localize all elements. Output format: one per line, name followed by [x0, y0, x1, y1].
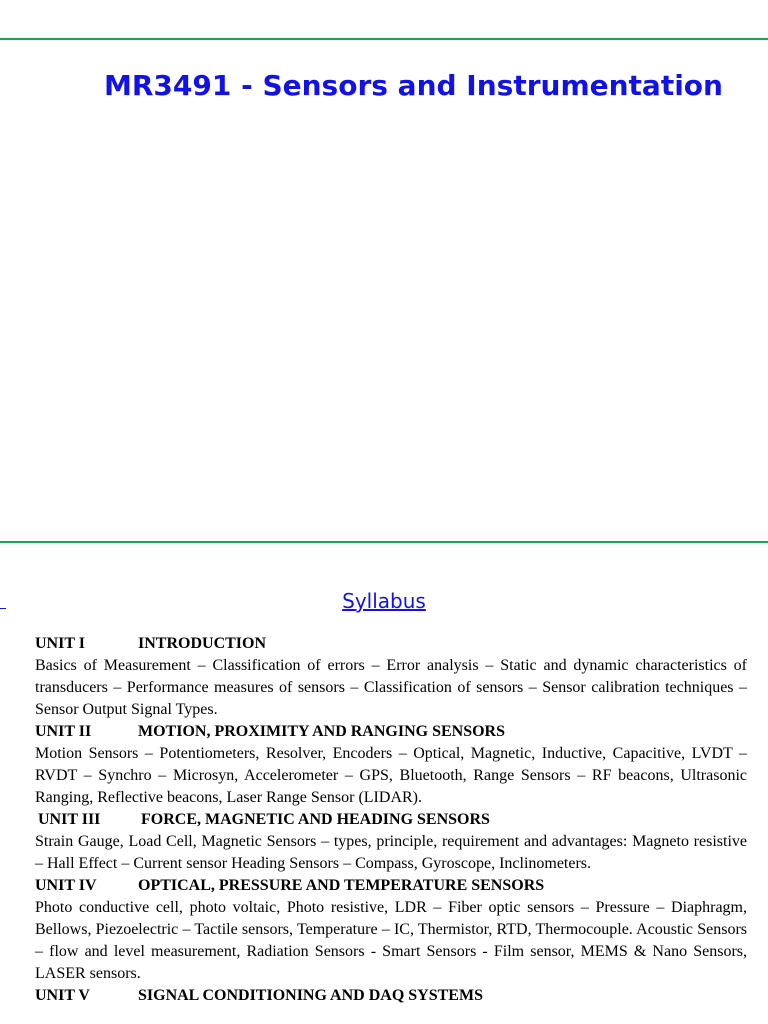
- unit-number: UNIT V: [35, 987, 90, 1004]
- section-divider: [0, 541, 768, 543]
- unit-content: Motion Sensors – Potentiometers, Resolver, Encoders – Optical, Magnetic, Inductive, Capacitive, LVDT – RVDT – Synchro – Microsyn, Accelerometer – GPS, Bluetooth, Range Sensors – RF beacons, Ultrasonic Ranging, Reflective beacons, Laser Range Sensor (LIDAR).: [35, 745, 747, 806]
- unit-number: UNIT III: [38, 811, 101, 828]
- unit-content: Strain Gauge, Load Cell, Magnetic Sensors – types, principle, requirement and advantages: Magneto resistive – Hall Effect – Current sensor Heading Sensors – Compass, Gyroscope, Inclinometers.: [35, 833, 747, 872]
- unit-content: Basics of Measurement – Classification of errors – Error analysis – Static and dynamic characteristics of transducers – Performance measures of sensors – Classification of sensors – Sensor calibration techniques – Sensor Output Signal Types.: [35, 657, 747, 718]
- unit-title: INTRODUCTION: [138, 635, 267, 652]
- top-divider: [0, 38, 768, 40]
- unit-number: UNIT IV: [35, 877, 97, 894]
- unit-heading: [35, 633, 747, 655]
- unit-title: MOTION, PROXIMITY AND RANGING SENSORS: [138, 723, 505, 740]
- unit-title: FORCE, MAGNETIC AND HEADING SENSORS: [141, 811, 490, 828]
- slide-title: MR3491 - Sensors and Instrumentation: [104, 69, 723, 102]
- syllabus-content: [35, 633, 747, 1007]
- unit-heading: [35, 985, 747, 1007]
- unit-number: UNIT I: [35, 635, 85, 652]
- syllabus-link[interactable]: Syllabus: [342, 589, 426, 613]
- unit-number: UNIT II: [35, 723, 92, 740]
- unit-content: Photo conductive cell, photo voltaic, Photo resistive, LDR – Fiber optic sensors – Pressure – Diaphragm, Bellows, Piezoelectric – Tactile sensors, Temperature – IC, Thermistor, RTD, Thermocouple. Acoustic Sensors – flow and level measurement, Radiation Sensors - Smart Sensors - Film sensor, MEMS & Nano Sensors, LASER sensors.: [35, 899, 747, 982]
- unit-heading: [35, 875, 747, 897]
- unit-heading: [35, 809, 747, 831]
- unit-heading: [35, 721, 747, 743]
- unit-title: OPTICAL, PRESSURE AND TEMPERATURE SENSORS: [138, 877, 545, 894]
- unit-title: SIGNAL CONDITIONING AND DAQ SYSTEMS: [138, 987, 483, 1004]
